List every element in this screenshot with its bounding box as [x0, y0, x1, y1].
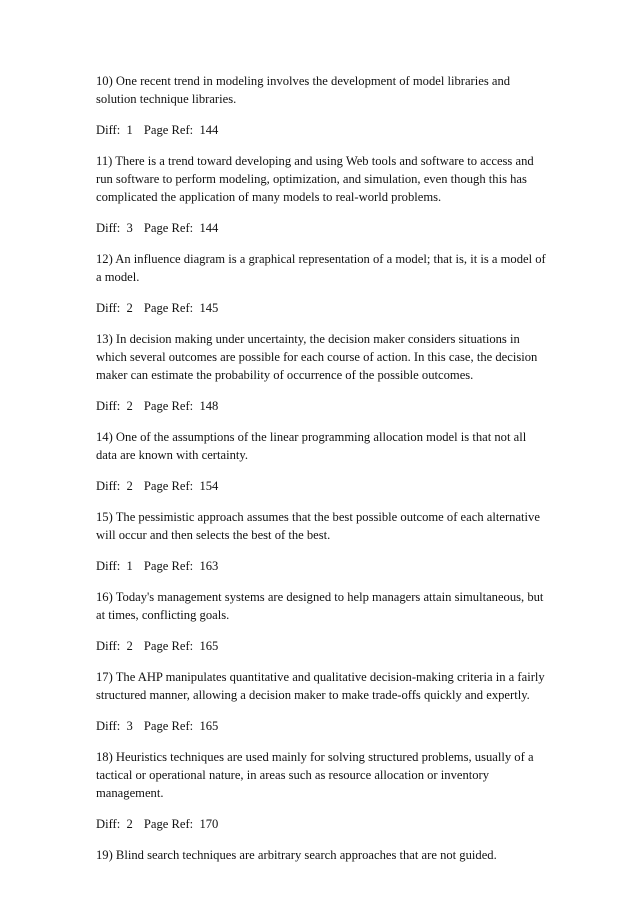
difficulty-label: Diff: 2: [96, 479, 133, 493]
question-text: 11) There is a trend toward developing and using Web tools and software to access and run software to perform modeling, optimization, and simulation, even though this has complicated the application of many models to real-world problems.: [96, 154, 534, 204]
question-15: [96, 508, 548, 575]
question-meta: [96, 815, 548, 833]
question-18: [96, 748, 548, 833]
question-meta: [96, 717, 548, 735]
question-19: [96, 846, 548, 864]
question-16: [96, 588, 548, 655]
question-17: [96, 668, 548, 735]
question-text: 15) The pessimistic approach assumes that the best possible outcome of each alternative will occur and then selects the best of the best.: [96, 510, 540, 542]
question-meta: [96, 219, 548, 237]
difficulty-label: Diff: 3: [96, 719, 133, 733]
difficulty-label: Diff: 2: [96, 301, 133, 315]
question-11: [96, 152, 548, 237]
page-ref-label: Page Ref: 144: [143, 221, 219, 235]
question-list: [96, 72, 548, 864]
question-text: 10) One recent trend in modeling involves the development of model libraries and solution technique libraries.: [96, 74, 511, 106]
page-ref-label: Page Ref: 165: [143, 639, 219, 653]
question-meta: [96, 477, 548, 495]
question-text: 16) Today's management systems are designed to help managers attain simultaneous, but at times, conflicting goals.: [96, 590, 544, 622]
page-ref-label: Page Ref: 148: [143, 399, 219, 413]
page-ref-label: Page Ref: 145: [143, 301, 219, 315]
question-meta: [96, 121, 548, 139]
page-ref-label: Page Ref: 144: [143, 123, 219, 137]
question-text: 12) An influence diagram is a graphical representation of a model; that is, it is a model of a model.: [96, 252, 546, 284]
page-ref-label: Page Ref: 154: [143, 479, 219, 493]
question-text: 18) Heuristics techniques are used mainly for solving structured problems, usually of a tactical or operational nature, in areas such as resource allocation or inventory management.: [96, 750, 534, 800]
difficulty-label: Diff: 1: [96, 559, 133, 573]
question-text: 14) One of the assumptions of the linear programming allocation model is that not all data are known with certainty.: [96, 430, 527, 462]
difficulty-label: Diff: 2: [96, 399, 133, 413]
question-text: 17) The AHP manipulates quantitative and qualitative decision-making criteria in a fairly structured manner, allowing a decision maker to make trade-offs quickly and expertly.: [96, 670, 545, 702]
question-meta: [96, 637, 548, 655]
question-13: [96, 330, 548, 415]
question-text: 13) In decision making under uncertainty, the decision maker considers situations in which several outcomes are possible for each course of action. In this case, the decision maker can estimate the probability of occurrence of the possible outcomes.: [96, 332, 538, 382]
question-10: [96, 72, 548, 139]
question-meta: [96, 557, 548, 575]
question-14: [96, 428, 548, 495]
difficulty-label: Diff: 3: [96, 221, 133, 235]
question-12: [96, 250, 548, 317]
question-text: 19) Blind search techniques are arbitrary search approaches that are not guided.: [96, 848, 497, 862]
page-ref-label: Page Ref: 170: [143, 817, 219, 831]
difficulty-label: Diff: 1: [96, 123, 133, 137]
question-meta: [96, 299, 548, 317]
difficulty-label: Diff: 2: [96, 817, 133, 831]
difficulty-label: Diff: 2: [96, 639, 133, 653]
page-ref-label: Page Ref: 165: [143, 719, 219, 733]
page-ref-label: Page Ref: 163: [143, 559, 219, 573]
question-meta: [96, 397, 548, 415]
